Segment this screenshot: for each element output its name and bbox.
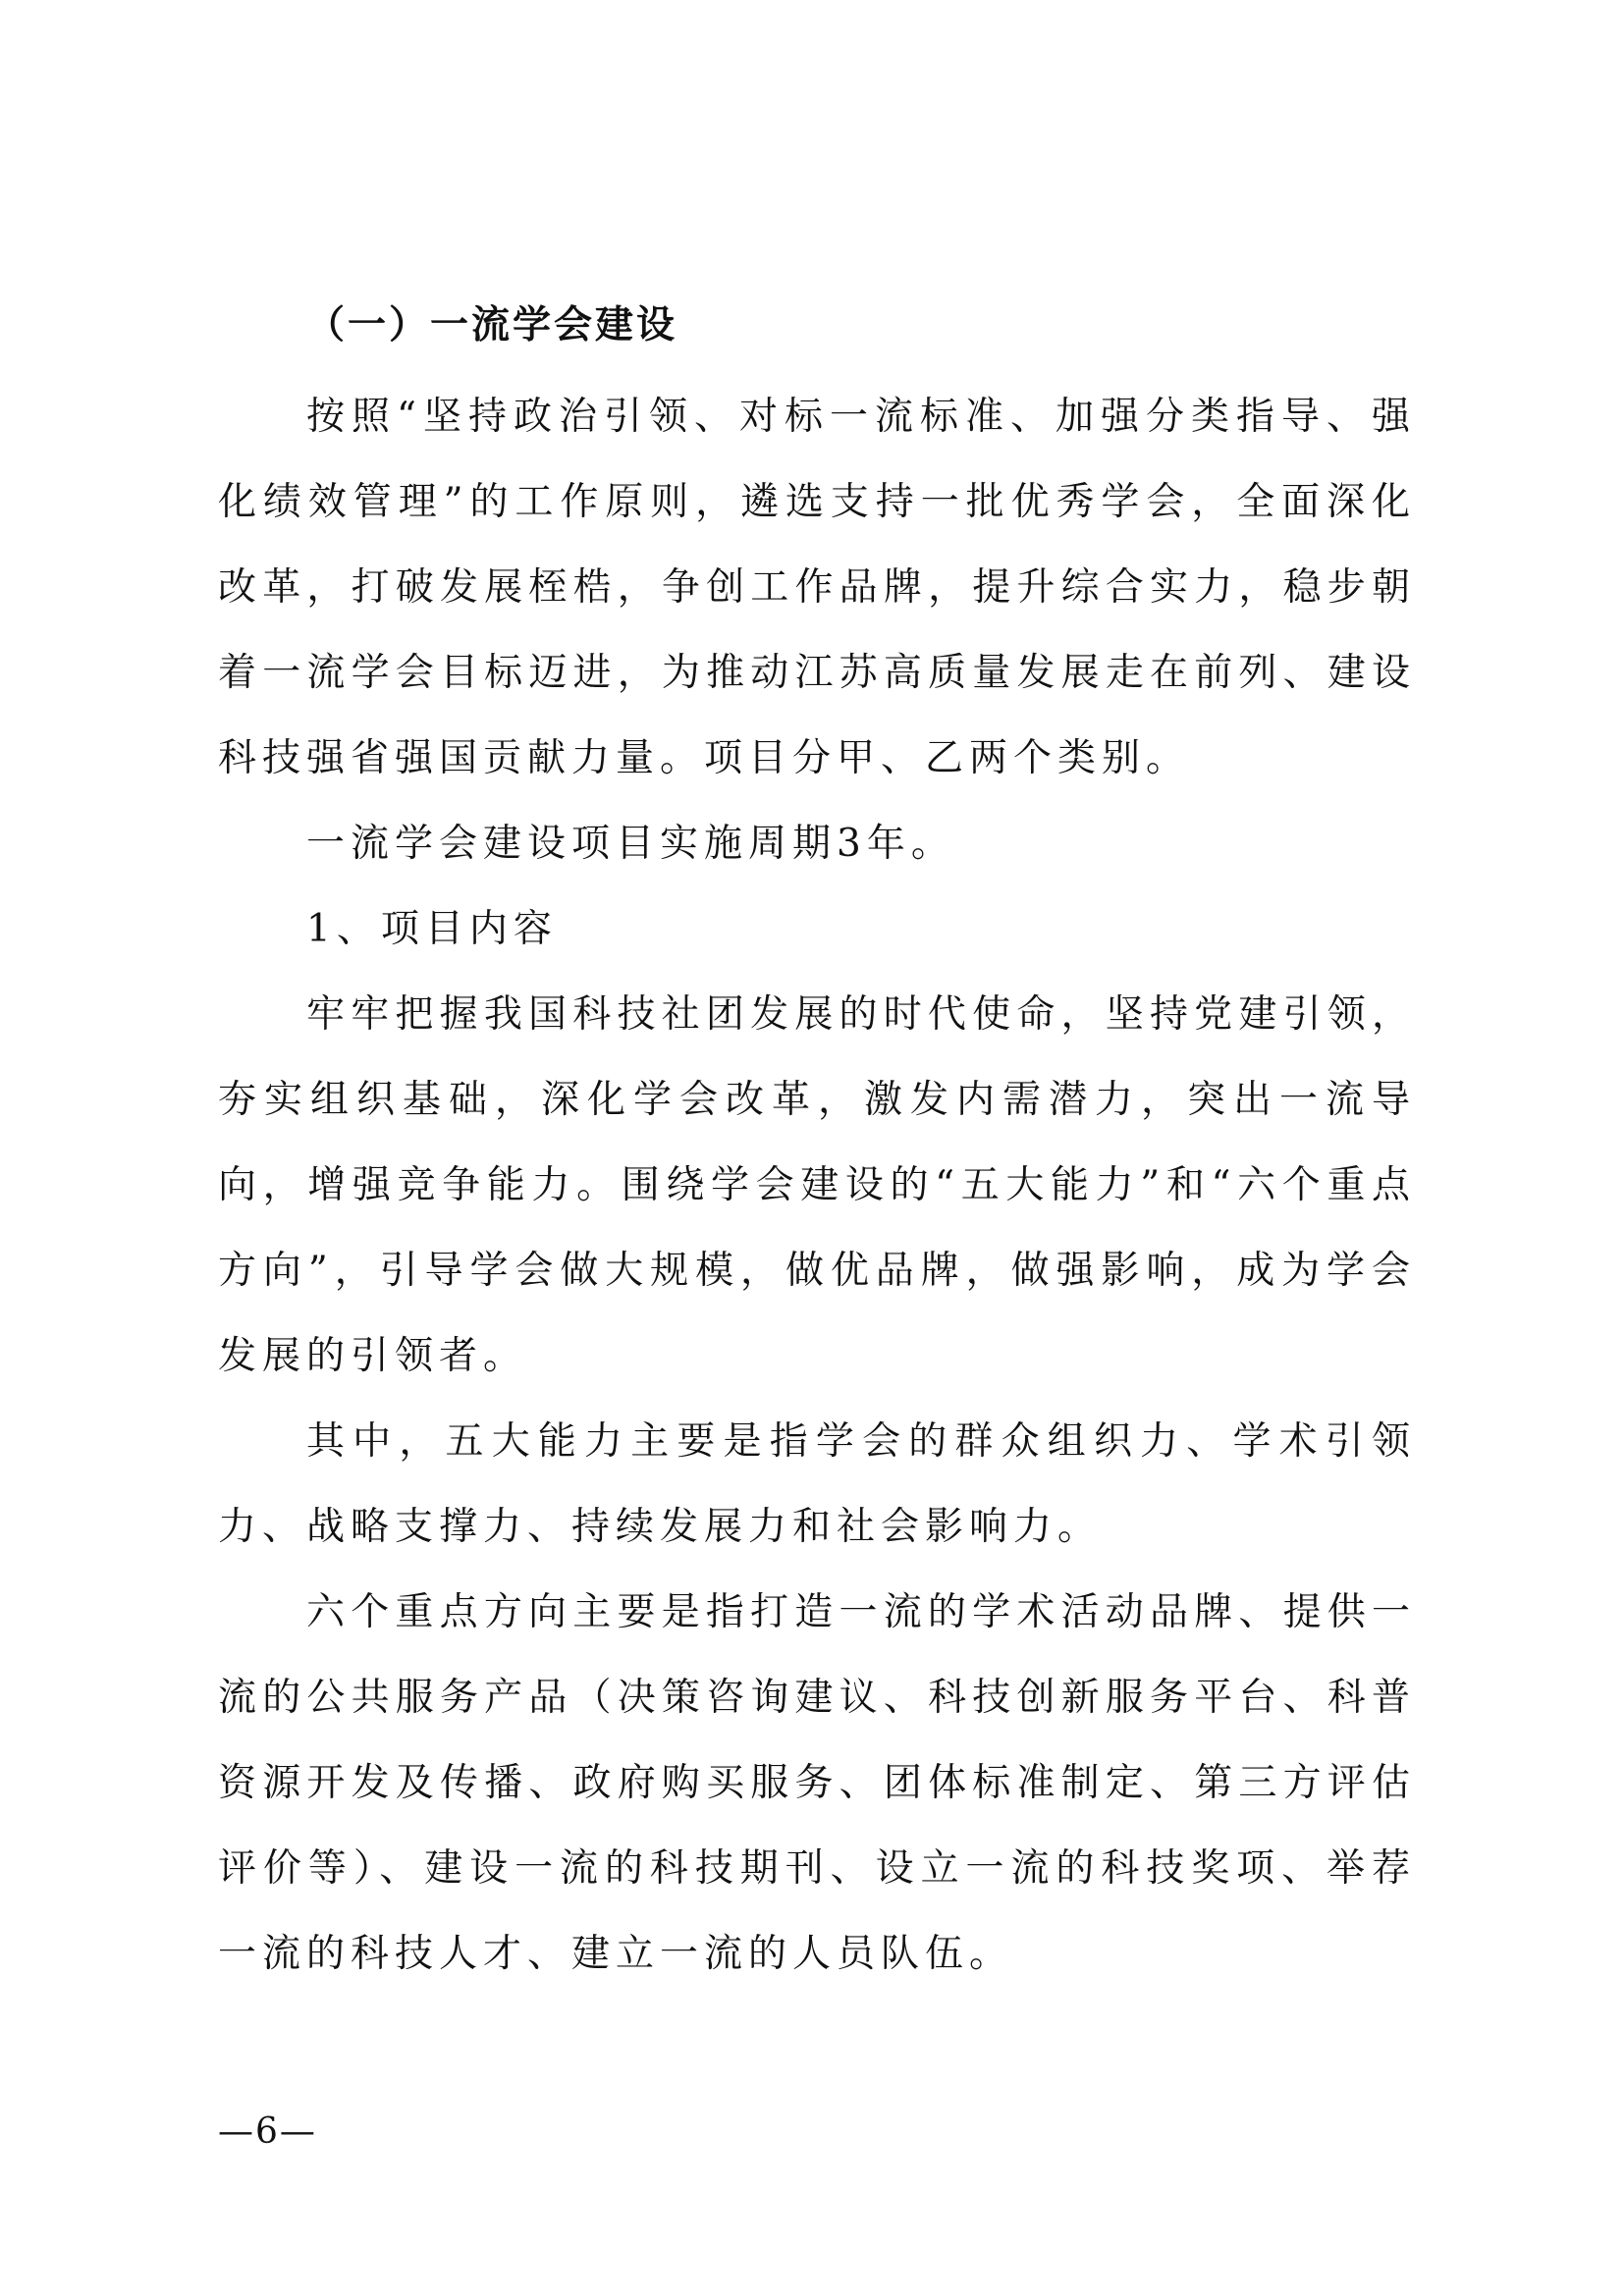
paragraph-principles: 按照“坚持政治引领、对标一流标准、加强分类指导、强化绩效管理”的工作原则，遴选支持一批优秀学会，全面深化改革，打破发展桎梏，争创工作品牌，提升综合实力，稳步朝着一流学会目标迈进，为推动江苏高质量发展走在前列、建设科技强省强国贡献力量。项目分甲、乙两个类别。 [218, 395, 1416, 780]
paragraph-mission: 牢牢把握我国科技社团发展的时代使命，坚持党建引领，夯实组织基础，深化学会改革，激发内需潜力，突出一流导向，增强竞争能力。围绕学会建设的“五大能力”和“六个重点方向”，引导学会做大规模，做优品牌，做强影响，成为学会发展的引领者。 [218, 992, 1416, 1378]
page-number: —6— [218, 2111, 317, 2152]
paragraph-subheading-content: 1、项目内容 [306, 907, 558, 951]
paragraph-five-abilities: 其中，五大能力主要是指学会的群众组织力、学术引领力、战略支撑力、持续发展力和社会影响力。 [218, 1419, 1416, 1549]
paragraph-period: 一流学会建设项目实施周期3年。 [306, 822, 955, 866]
document-body [218, 294, 1416, 1997]
paragraph-six-directions: 六个重点方向主要是指打造一流的学术活动品牌、提供一流的公共服务产品（决策咨询建议、科技创新服务平台、科普资源开发及传播、政府购买服务、团体标准制定、第三方评估评价等）、建设一流的科技期刊、设立一流的科技奖项、举荐一流的科技人才、建立一流的人员队伍。 [218, 1590, 1416, 1976]
section-heading: （一）一流学会建设 [306, 303, 678, 347]
